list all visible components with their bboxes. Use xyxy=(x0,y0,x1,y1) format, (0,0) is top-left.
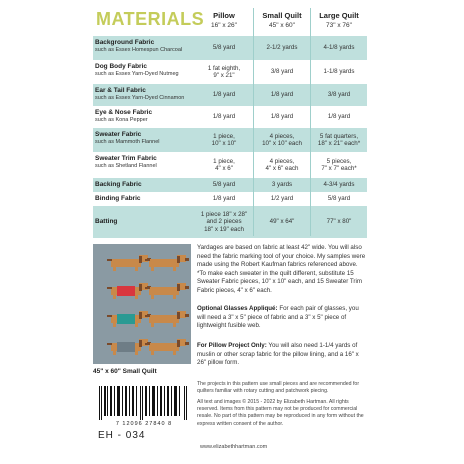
material-amount: 5/8 yard xyxy=(212,44,236,52)
pillow-text: You will also need 1-1/4 yards of muslin or other scrap fabric for the pillow lining, and a 16" x 26" pillow form. xyxy=(197,342,359,367)
material-name: Dog Body Fabric xyxy=(95,63,148,70)
table-row xyxy=(93,84,367,106)
material-description: such as Mammoth Flannel xyxy=(95,139,160,145)
material-amount: 1 piece, 10" x 10" xyxy=(211,132,237,147)
table-divider xyxy=(253,8,254,236)
material-amount: 1/8 yard xyxy=(327,113,351,121)
material-amount: 1/8 yard xyxy=(212,91,236,99)
material-amount: 4-1/8 yards xyxy=(323,44,355,52)
glasses-heading: Optional Glasses Appliqué: xyxy=(197,305,278,312)
material-name: Sweater Fabric xyxy=(95,131,142,138)
material-amount: 77" x 80" xyxy=(326,218,352,226)
small-quilt-image xyxy=(93,244,191,364)
column-header-pillow: Pillow xyxy=(213,11,235,20)
column-size-pillow: 16" x 26" xyxy=(211,22,237,29)
pillow-paragraph xyxy=(197,342,367,368)
intro-text: Yardages are based on fabric at least 42" wide. You will also need the fabric marking tool of your choice. My samples were made using the Robert Kaufman fabrics referenced above. *To make each sweater in the quilt different, substitute 15 Sweater Fabric pieces, 10" x 10" each, and 15 Sweater Trim Fabric pieces, 4" x 6" each. xyxy=(197,244,366,294)
material-description: such as Essex Yarn-Dyed Nutmeg xyxy=(95,71,179,77)
column-header-small-quilt: Small Quilt xyxy=(262,11,302,20)
material-amount: 1 piece 18" x 28" and 2 pieces 18" x 19" each xyxy=(200,210,248,233)
website-link[interactable]: www.elizabethhartman.com xyxy=(200,444,268,450)
material-name: Binding Fabric xyxy=(95,195,141,202)
glasses-text: For each pair of glasses, you will need a 3" x 5" piece of fabric and a 3" x 5" piece of lightweight fusible web. xyxy=(197,305,359,330)
material-amount: 1 fat eighth, 9" x 21" xyxy=(207,64,241,79)
barcode-number: 7 12096 27840 8 xyxy=(115,421,173,427)
material-amount: 5 fat quarters, 18" x 21" each* xyxy=(317,132,361,147)
table-row xyxy=(93,192,367,206)
material-amount: 1/8 yard xyxy=(270,91,294,99)
material-amount: 5 pieces, 7" x 7" each* xyxy=(321,157,357,172)
material-amount: 1/8 yard xyxy=(270,113,294,121)
material-amount: 1 piece, 4" x 6" xyxy=(213,157,235,172)
table-row xyxy=(93,206,367,238)
column-size-large-quilt: 73" x 76" xyxy=(326,22,352,29)
material-amount: 1/8 yard xyxy=(212,195,236,203)
table-row xyxy=(93,106,367,128)
material-description: such as Shetland Flannel xyxy=(95,163,157,169)
material-description: such as Kona Pepper xyxy=(95,117,148,123)
material-name: Sweater Trim Fabric xyxy=(95,155,157,162)
material-name: Ear & Tail Fabric xyxy=(95,87,146,94)
material-amount: 4 pieces, 4" x 6" each xyxy=(265,157,299,172)
table-row xyxy=(93,152,367,178)
material-amount: 5/8 yard xyxy=(327,195,351,203)
column-header-large-quilt: Large Quilt xyxy=(319,11,359,20)
material-name: Batting xyxy=(95,218,118,225)
column-size-small-quilt: 45" x 60" xyxy=(269,22,295,29)
quilt-caption: 45" x 60" Small Quilt xyxy=(93,368,157,375)
material-amount: 4 pieces, 10" x 10" each xyxy=(262,132,302,147)
pattern-sku: EH - 034 xyxy=(98,430,146,441)
material-amount: 1/8 yard xyxy=(212,113,236,121)
table-row xyxy=(93,60,367,84)
pillow-heading: For Pillow Project Only: xyxy=(197,342,267,349)
material-name: Background Fabric xyxy=(95,39,155,46)
copyright-text: All text and images © 2015 - 2022 by Elizabeth Hartman. All rights reserved. Items from this pattern may not be produced for commercial resale. No part of this pattern may be reproduced in any form without the express written consent of the author. xyxy=(197,399,364,427)
material-description: such as Essex Yarn-Dyed Cinnamon xyxy=(95,95,185,101)
material-amount: 2-1/2 yards xyxy=(266,44,298,52)
material-amount: 5/8 yard xyxy=(212,181,236,189)
material-amount: 1/2 yard xyxy=(270,195,294,203)
material-amount: 3/8 yard xyxy=(270,68,294,76)
material-amount: 4-3/4 yards xyxy=(323,181,355,189)
table-row xyxy=(93,128,367,152)
table-row xyxy=(93,36,367,60)
material-amount: 3/8 yard xyxy=(327,91,351,99)
table-divider xyxy=(310,8,311,236)
barcode-icon xyxy=(95,386,193,420)
materials-title: MATERIALS xyxy=(96,9,205,29)
material-name: Backing Fabric xyxy=(95,181,142,188)
glasses-paragraph xyxy=(197,305,367,331)
material-amount: 3 yards xyxy=(271,181,293,189)
material-description: such as Essex Homespun Charcoal xyxy=(95,47,183,53)
table-row xyxy=(93,178,367,192)
material-amount: 49" x 64" xyxy=(269,218,295,226)
material-amount: 1-1/8 yards xyxy=(323,68,355,76)
projects-note: The projects in this pattern use small pieces and are recommended for quilters familiar with rotary cutting and patchwork piecing. xyxy=(197,381,360,395)
material-name: Eye & Nose Fabric xyxy=(95,109,153,116)
dachshund-quilt-illustration xyxy=(93,244,191,364)
